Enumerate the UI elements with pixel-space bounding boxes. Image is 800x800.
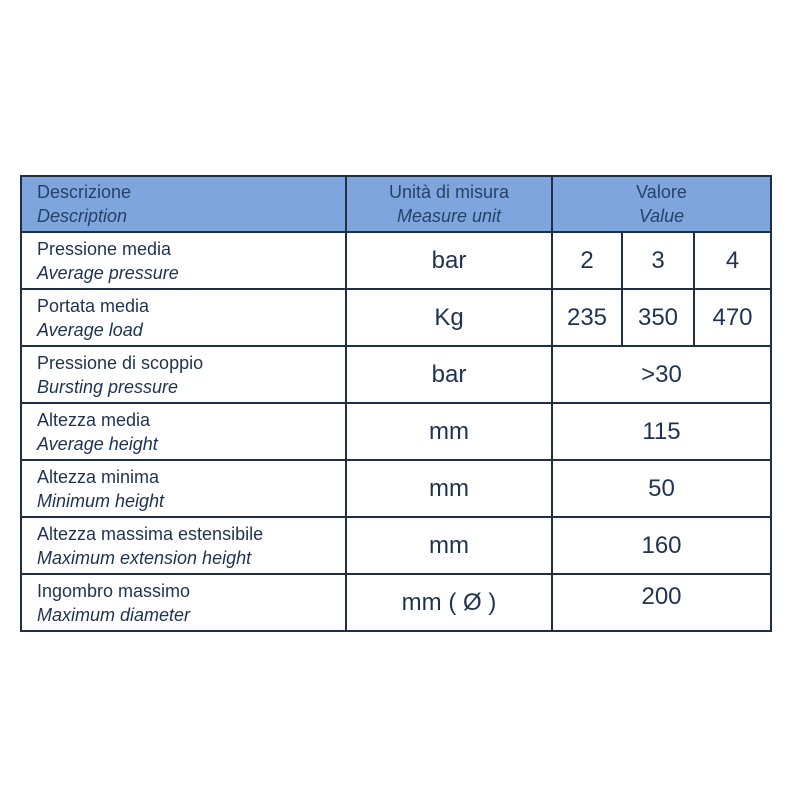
- table-row: [21, 346, 771, 403]
- header-description-it: Descrizione: [37, 182, 132, 202]
- row-label-it: Altezza media: [37, 409, 151, 430]
- row-label-en: Bursting pressure: [37, 376, 179, 397]
- header-row: [21, 176, 771, 232]
- row-value: 160: [552, 517, 771, 574]
- row-description: [21, 403, 346, 460]
- row-label-it: Ingombro massimo: [37, 580, 191, 601]
- row-value: 4: [694, 232, 771, 289]
- row-description: [21, 232, 346, 289]
- spec-table: [20, 175, 772, 632]
- header-unit: [346, 176, 552, 232]
- row-label-it: Altezza massima estensibile: [37, 523, 264, 544]
- row-description: [21, 346, 346, 403]
- table-row: [21, 517, 771, 574]
- header-unit-en: Measure unit: [396, 206, 502, 226]
- row-value: 3: [622, 232, 694, 289]
- row-unit: mm: [346, 460, 552, 517]
- row-label-en: Maximum extension height: [37, 547, 252, 568]
- table-row: [21, 403, 771, 460]
- row-description: [21, 574, 346, 631]
- header-value-it: Valore: [636, 182, 687, 202]
- header-description-en: Description: [37, 206, 128, 226]
- row-unit: bar: [346, 232, 552, 289]
- table-row: [21, 232, 771, 289]
- row-description: [21, 289, 346, 346]
- row-description: [21, 517, 346, 574]
- row-label-en: Maximum diameter: [37, 604, 191, 625]
- row-unit: bar: [346, 346, 552, 403]
- row-unit: mm: [346, 403, 552, 460]
- row-label-it: Altezza minima: [37, 466, 160, 487]
- header-description: [21, 176, 346, 232]
- row-value: 2: [552, 232, 622, 289]
- row-label-en: Minimum height: [37, 490, 165, 511]
- row-unit: mm ( Ø ): [346, 574, 552, 631]
- row-value: 200: [552, 574, 771, 631]
- row-label-it: Pressione di scoppio: [37, 352, 204, 373]
- row-value: 350: [622, 289, 694, 346]
- row-unit: mm: [346, 517, 552, 574]
- row-label-it: Pressione media: [37, 238, 172, 259]
- row-label-en: Average pressure: [37, 262, 179, 283]
- header-value-en: Value: [638, 206, 685, 226]
- header-value: [552, 176, 771, 232]
- row-label-it: Portata media: [37, 295, 150, 316]
- row-label-en: Average load: [37, 319, 143, 340]
- row-value: 235: [552, 289, 622, 346]
- row-value: >30: [552, 346, 771, 403]
- row-unit: Kg: [346, 289, 552, 346]
- table-row: [21, 289, 771, 346]
- row-label-en: Average height: [37, 433, 158, 454]
- table-row: [21, 574, 771, 631]
- row-value: 470: [694, 289, 771, 346]
- table-row: [21, 460, 771, 517]
- header-unit-it: Unità di misura: [388, 182, 510, 202]
- row-value: 50: [552, 460, 771, 517]
- row-description: [21, 460, 346, 517]
- row-value: 115: [552, 403, 771, 460]
